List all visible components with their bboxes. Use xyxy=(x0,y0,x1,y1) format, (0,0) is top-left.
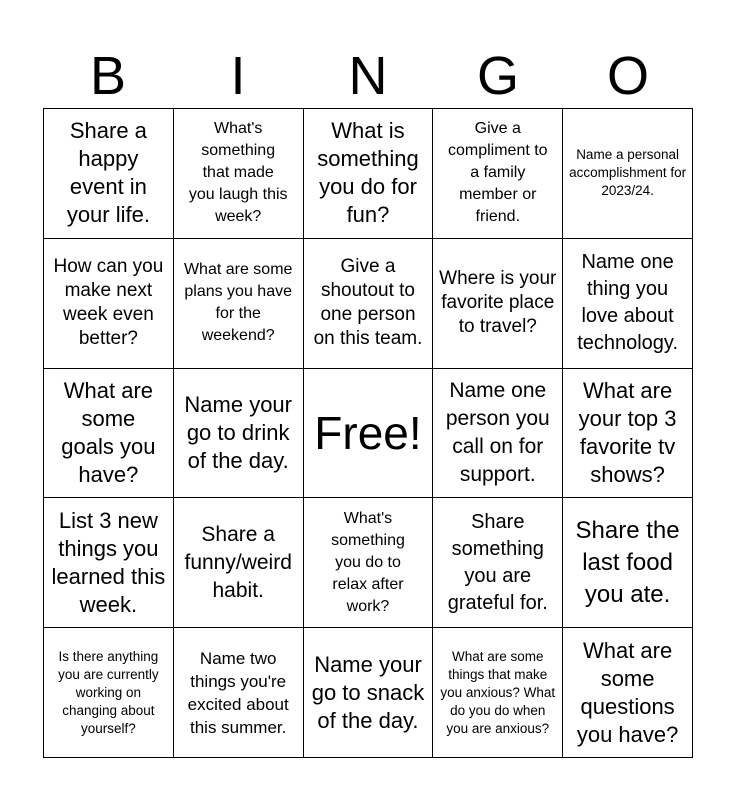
cell-text: Give a compliment to a family member or friend. xyxy=(447,120,548,226)
bingo-cell-3-1[interactable] xyxy=(44,369,174,499)
bingo-cell-4-3[interactable] xyxy=(304,498,434,628)
bingo-cell-1-4[interactable] xyxy=(433,109,563,239)
bingo-cell-1-5[interactable] xyxy=(563,109,693,239)
cell-text: Name a personal accomplishment for 2023/24. xyxy=(569,147,687,199)
bingo-cell-2-2[interactable] xyxy=(174,239,304,369)
bingo-cell-2-5[interactable] xyxy=(563,239,693,369)
bingo-cell-5-2[interactable] xyxy=(174,628,304,758)
cell-text: What are some things that make you anxious? What do you do when you are anxious? xyxy=(440,648,556,736)
bingo-cell-4-1[interactable] xyxy=(44,498,174,628)
bingo-cell-3-5[interactable] xyxy=(563,369,693,499)
bingo-cell-4-2[interactable] xyxy=(174,498,304,628)
header-letter-i: I xyxy=(230,46,246,106)
cell-text: What's something you do to relax after work? xyxy=(331,509,405,615)
cell-text: Is there anything you are currently working on changing about yourself? xyxy=(58,648,159,736)
bingo-cell-4-5[interactable] xyxy=(563,498,693,628)
cell-text: Name your go to snack of the day. xyxy=(311,651,425,733)
bingo-cell-1-2[interactable] xyxy=(174,109,304,239)
bingo-cell-2-3[interactable] xyxy=(304,239,434,369)
cell-text: What are your top 3 favorite tv shows? xyxy=(578,377,677,487)
cell-text: Share the last food you ate. xyxy=(575,516,680,608)
bingo-cell-1-3[interactable] xyxy=(304,109,434,239)
bingo-cell-4-4[interactable] xyxy=(433,498,563,628)
cell-text: Name one thing you love about technology. xyxy=(577,251,678,355)
cell-text: What are some plans you have for the weekend? xyxy=(183,261,293,345)
bingo-cell-1-1[interactable] xyxy=(44,109,174,239)
cell-text: How can you make next week even better? xyxy=(53,256,164,350)
cell-text: Share something you are grateful for. xyxy=(447,510,548,614)
bingo-cell-5-1[interactable] xyxy=(44,628,174,758)
bingo-cell-3-2[interactable] xyxy=(174,369,304,499)
bingo-cell-5-5[interactable] xyxy=(563,628,693,758)
header-letter-n: N xyxy=(348,46,388,106)
header-letter-g: G xyxy=(476,46,519,106)
cell-text: What are some questions you have? xyxy=(576,637,679,747)
cell-text: What is something you do for fun? xyxy=(317,118,419,228)
cell-text: What's something that made you laugh this week? xyxy=(188,120,288,226)
bingo-cell-3-3[interactable] xyxy=(304,369,434,499)
bingo-cell-3-4[interactable] xyxy=(433,369,563,499)
cell-text: What are some goals you have? xyxy=(61,377,156,487)
bingo-cell-2-1[interactable] xyxy=(44,239,174,369)
cell-text: Name two things you're excited about this summer. xyxy=(187,648,289,737)
cell-text: Name one person you call on for support. xyxy=(445,378,550,486)
cell-text: List 3 new things you learned this week. xyxy=(51,507,166,617)
bingo-cell-5-4[interactable] xyxy=(433,628,563,758)
bingo-card xyxy=(43,108,693,758)
cell-text: Where is your favorite place to travel? xyxy=(439,268,557,338)
cell-text: Give a shoutout to one person on this team. xyxy=(313,256,423,350)
bingo-cell-2-4[interactable] xyxy=(433,239,563,369)
cell-text: Share a happy event in your life. xyxy=(66,118,150,228)
header-letter-b: B xyxy=(89,46,127,106)
header-letter-o: O xyxy=(606,46,649,106)
bingo-cell-5-3[interactable] xyxy=(304,628,434,758)
bingo-header xyxy=(43,46,693,106)
cell-text: Name your go to drink of the day. xyxy=(184,391,292,473)
free-space: Free! xyxy=(314,406,422,459)
cell-text: Share a funny/weird habit. xyxy=(184,522,292,602)
